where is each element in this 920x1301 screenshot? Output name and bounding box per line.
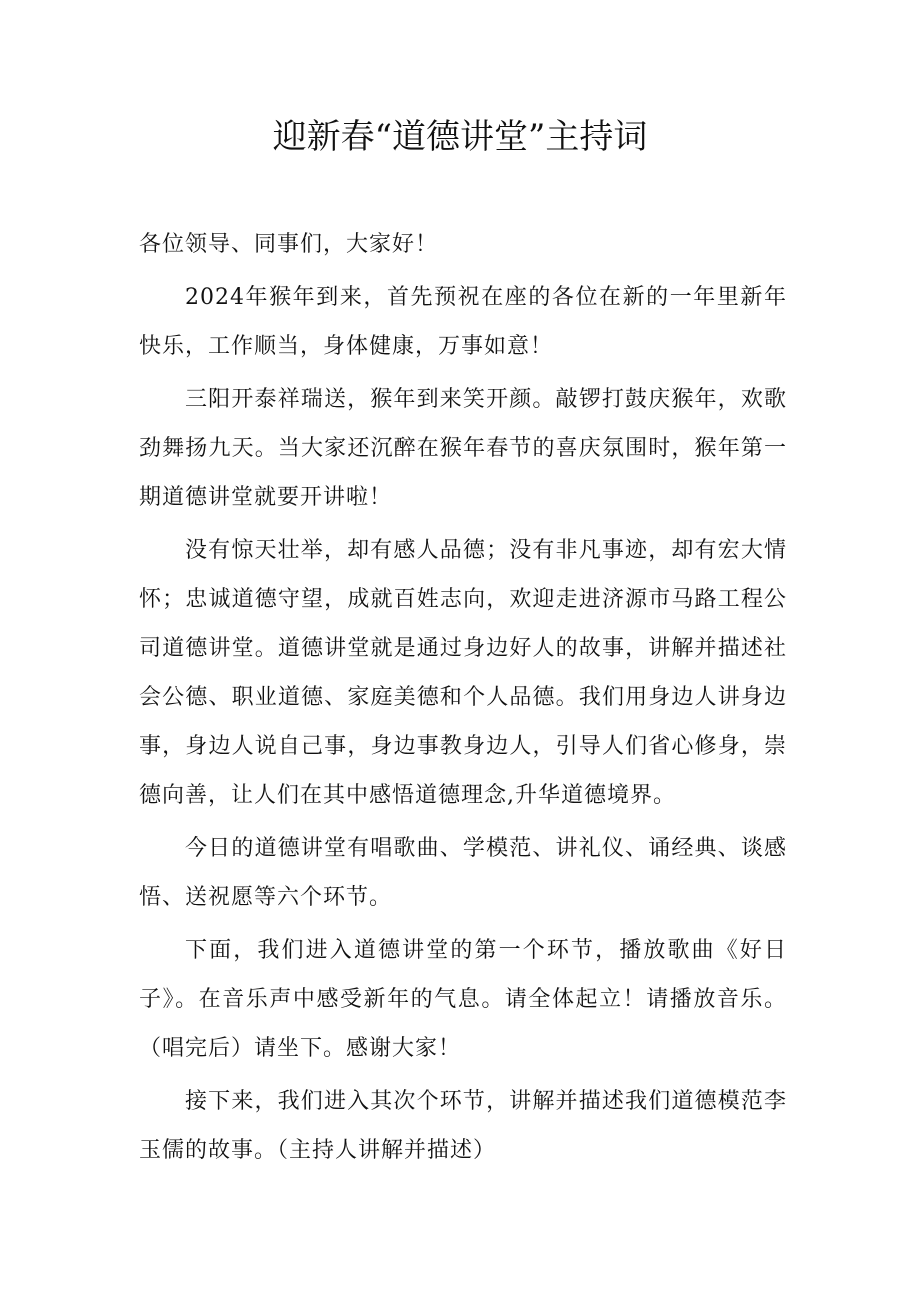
document-title: 迎新春“道德讲堂”主持词 (272, 117, 648, 157)
paragraph-new-year-wishes: 2024年猴年到来，首先预祝在座的各位在新的一年里新年快乐，工作顺当，身体健康，万事如意！ (139, 285, 787, 359)
paragraph-six-sessions: 今日的道德讲堂有唱歌曲、学模范、讲礼仪、诵经典、谈感悟、送祝愿等六个环节。 (139, 836, 787, 910)
paragraph-moral-lecture-intro: 没有惊天壮举，却有感人品德；没有非凡事迹，却有宏大情怀；忠诚道德守望，成就百姓志向，欢迎走进济源市马路工程公司道德讲堂。道德讲堂就是通过身边好人的故事，讲解并描述社会公德、职业道德、家庭美德和个人品德。我们用身边人讲身边事，身边人说自己事，身边事教身边人，引导人们省心修身，崇德向善，让人们在其中感悟道德理念,升华道德境界。 (139, 538, 787, 808)
paragraph-first-session: 下面，我们进入道德讲堂的第一个环节，播放歌曲《好日子》。在音乐声中感受新年的气息。请全体起立！请播放音乐。（唱完后）请坐下。感谢大家！ (139, 938, 787, 1061)
paragraph-second-session: 接下来，我们进入其次个环节，讲解并描述我们道德模范李玉儒的故事。（主持人讲解并描述） (139, 1089, 787, 1163)
document-body (139, 220, 787, 1175)
paragraph-greeting: 各位领导、同事们，大家好！ (139, 232, 439, 257)
paragraph-festive-opening: 三阳开泰祥瑞送，猴年到来笑开颜。敲锣打鼓庆猴年，欢歌劲舞扬九天。当大家还沉醉在猴年春节的喜庆氛围时，猴年第一期道德讲堂就要开讲啦！ (139, 387, 787, 510)
